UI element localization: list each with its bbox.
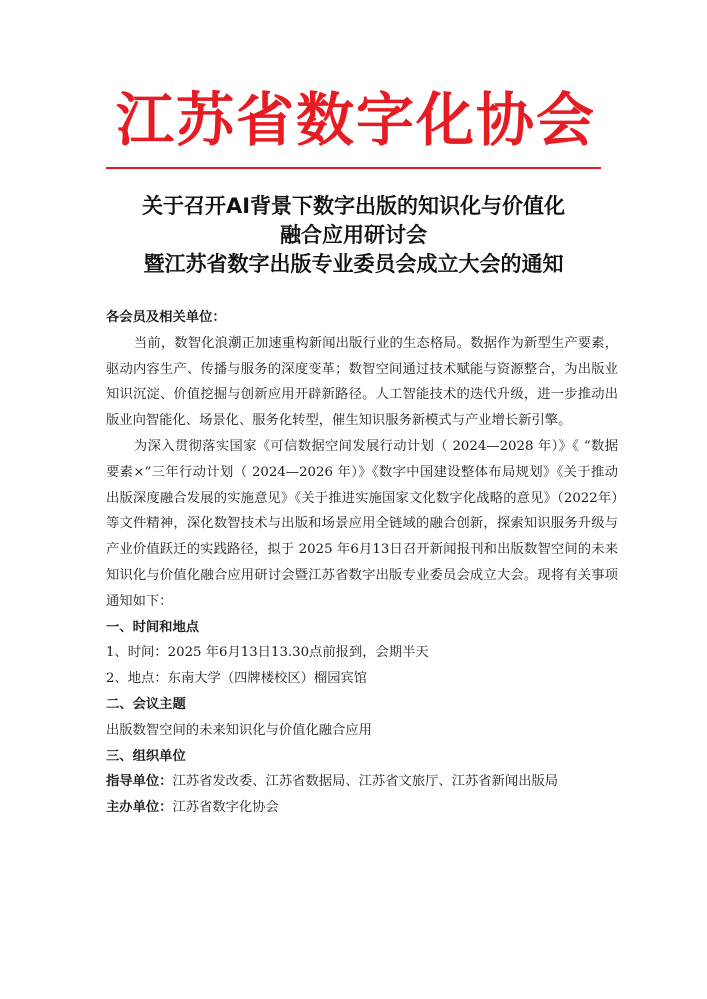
theme-text: 出版数智空间的未来知识化与价值化融合应用 bbox=[106, 722, 372, 738]
place-item: 2、地点：东南大学（四牌楼校区）榴园宾馆 bbox=[106, 671, 368, 687]
notice-body bbox=[106, 305, 618, 821]
host-unit-label: 主办单位： bbox=[106, 800, 173, 816]
masthead-title: 江苏省数字化协会 bbox=[115, 86, 596, 154]
section-heading-theme: 二、会议主题 bbox=[106, 696, 186, 712]
guide-unit-value: 江苏省发改委、江苏省数据局、江苏省文旅厅、江苏省新闻出版局 bbox=[172, 774, 559, 790]
notice-title-line-2: 融合应用研讨会 bbox=[280, 223, 427, 247]
host-unit-row bbox=[106, 795, 618, 821]
salutation: 各会员及相关单位： bbox=[106, 310, 226, 325]
notice-title bbox=[60, 192, 647, 279]
paragraph-intro: 当前，数智化浪潮正加速重构新闻出版行业的生态格局。数据作为新型生产要素，驱动内容生产、传播与服务的深度变革；数智空间通过技术赋能与资源整合，为出版业知识沉淀、价值挖掘与创新应用开辟新路径。人工智能技术的迭代升级，进一步推动出版业向智能化、场景化、服务化转型，催生知识服务新模式与产业增长新引擎。 bbox=[106, 335, 618, 429]
notice-title-line-1: 关于召开AI背景下数字出版的知识化与价值化 bbox=[141, 194, 566, 218]
notice-title-line-3: 暨江苏省数字出版专业委员会成立大会的通知 bbox=[143, 252, 564, 276]
paragraph-purpose: 为深入贯彻落实国家《可信数据空间发展行动计划（ 2024—2028 年）》《 “数据要素×”三年行动计划（ 2024—2026 年）》《数字中国建设整体布局规划》《关于推动出版深度融合发展的实施意见》《关于推进实施国家文化数字化战略的意见》（2022年）等文件精神，深化数智技术与出版和场景应用全链域的融合创新，探索知识服务升级与产业价值跃迁的实践路径，拟于 2025 年6月13日召开新闻报刊和出版数智空间的未来知识化与价值化融合应用研讨会暨江苏省数字出版专业委员会成立大会。现将有关事项通知如下： bbox=[106, 438, 618, 609]
section-heading-organizers: 三、组织单位 bbox=[106, 748, 186, 764]
section-heading-time-place: 一、时间和地点 bbox=[106, 619, 200, 635]
masthead-divider bbox=[106, 167, 601, 169]
host-unit-value: 江苏省数字化协会 bbox=[172, 800, 279, 816]
time-item: 1、时间：2025 年6月13日13.30点前报到，会期半天 bbox=[106, 645, 429, 661]
guide-unit-row bbox=[106, 769, 618, 795]
guide-unit-label: 指导单位： bbox=[106, 774, 173, 790]
